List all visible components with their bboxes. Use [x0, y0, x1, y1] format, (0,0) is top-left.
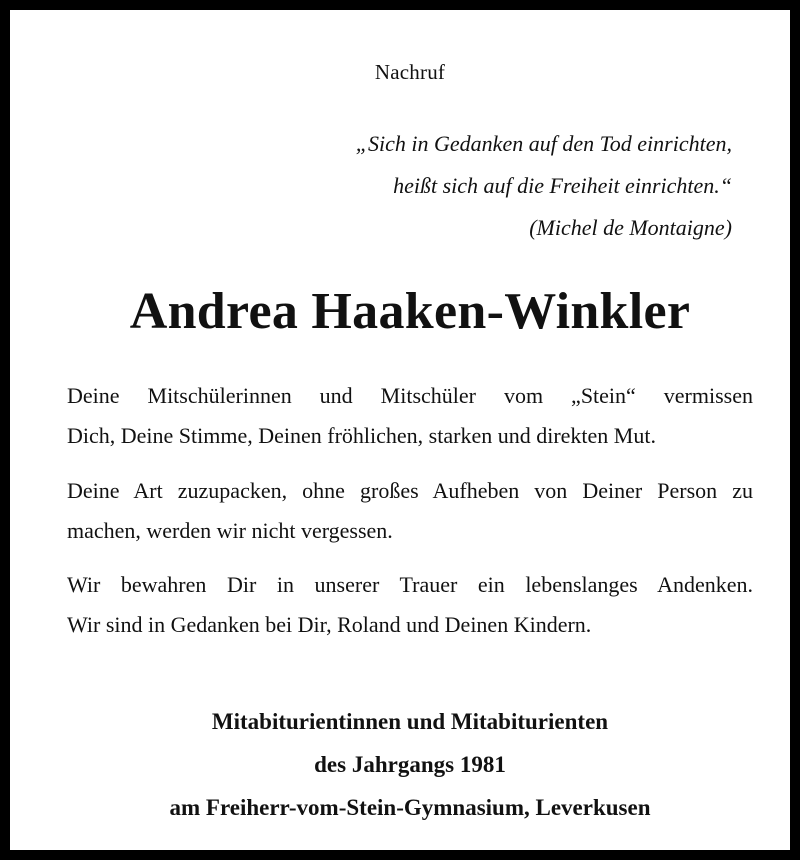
quote-line-2: heißt sich auf die Freiheit einrichten.“ [393, 173, 732, 198]
signature-line-1: Mitabiturientinnen und Mitabiturienten [211, 709, 609, 734]
signature-line-2: des Jahrgangs 1981 [314, 752, 506, 777]
epigraph-quote [356, 123, 732, 249]
paragraph-3-line-1: Wir bewahren Dir in unserer Trauer ein lebenslanges Andenken. [67, 572, 753, 597]
paragraph-1-line-2: Dich, Deine Stimme, Deinen fröhlichen, starken und direkten Mut. [67, 423, 656, 448]
paragraph-3-line-2: Wir sind in Gedanken bei Dir, Roland und Deinen Kindern. [67, 612, 592, 637]
paragraph-2 [67, 471, 753, 551]
paragraph-2-line-1: Deine Art zuzupacken, ohne großes Aufheben von Deiner Person zu [67, 478, 753, 503]
paragraph-1 [67, 376, 753, 456]
quote-attribution: (Michel de Montaigne) [529, 215, 732, 240]
signature-block [10, 700, 800, 829]
quote-line-1: „Sich in Gedanken auf den Tod einrichten, [355, 131, 732, 156]
deceased-name: Andrea Haaken-Winkler [129, 283, 691, 340]
paragraph-1-line-1: Deine Mitschülerinnen und Mitschüler vom „Stein“ vermissen [67, 383, 753, 408]
notice-heading: Nachruf [374, 60, 446, 84]
signature-line-3: am Freiherr-vom-Stein-Gymnasium, Leverkusen [169, 795, 651, 820]
paragraph-3 [67, 565, 753, 645]
paragraph-2-line-2: machen, werden wir nicht vergessen. [67, 518, 393, 543]
